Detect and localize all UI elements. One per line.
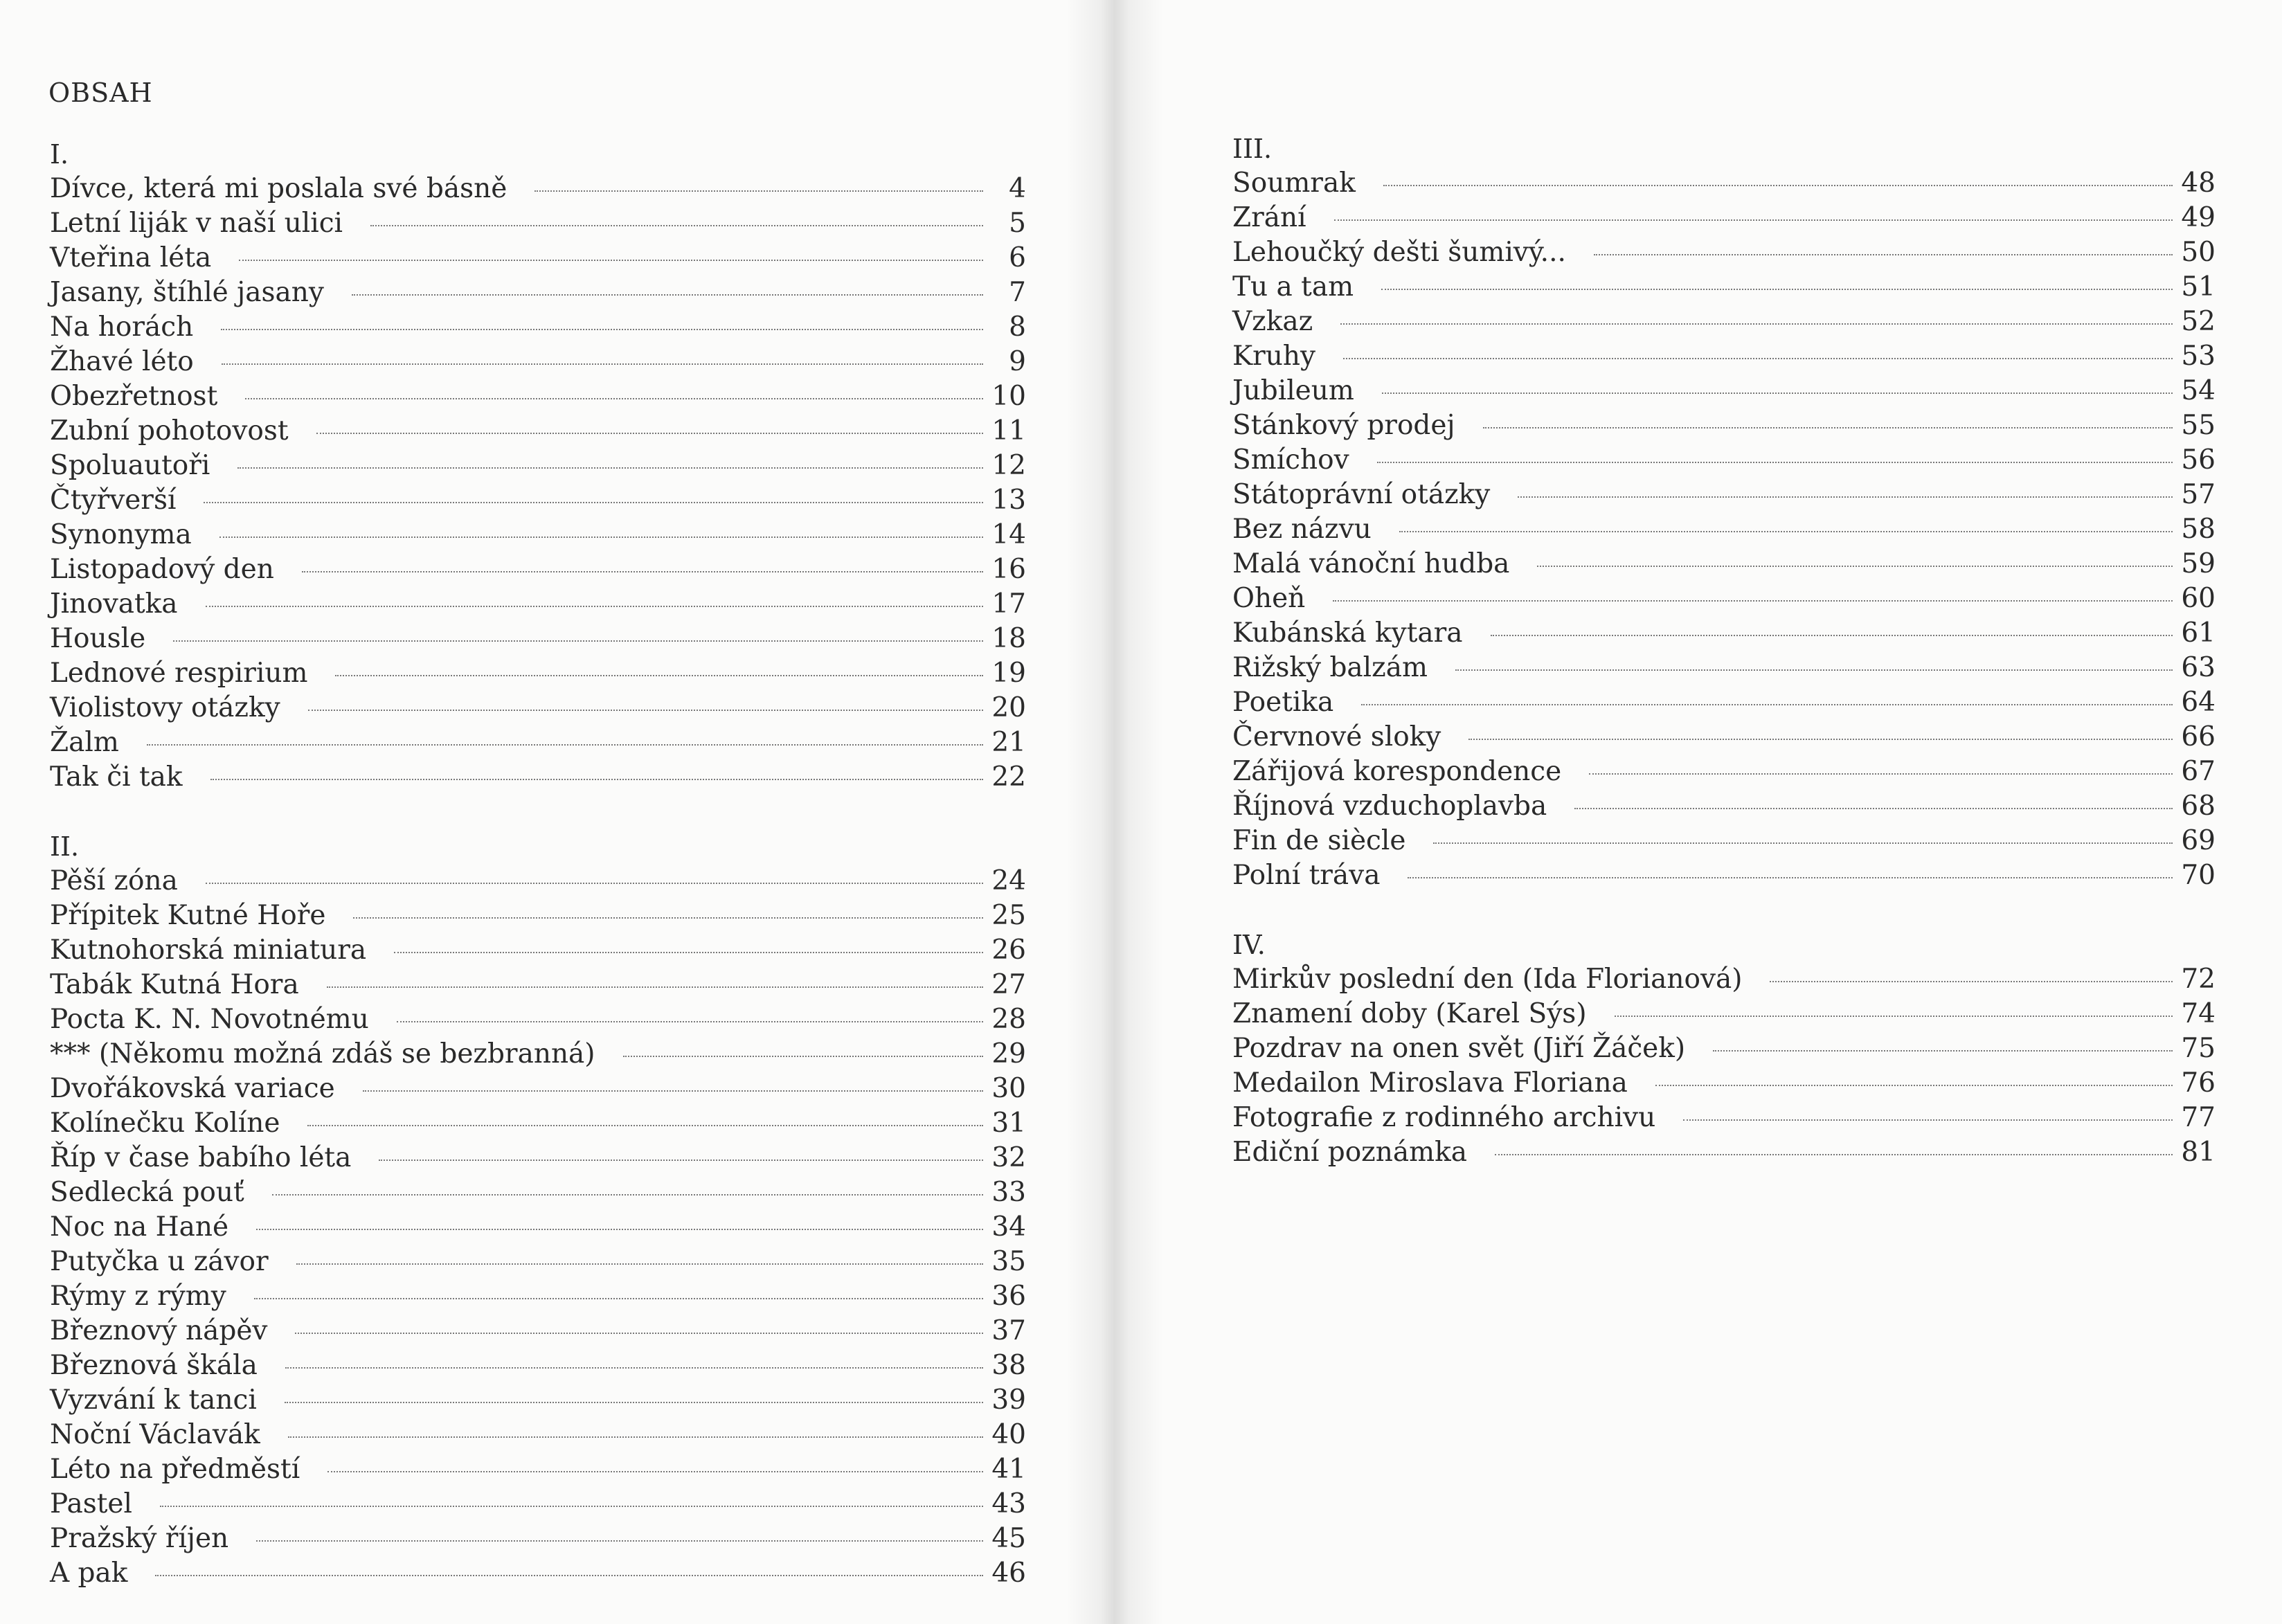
toc-entry [1232, 1101, 2216, 1135]
entry-page-number: 33 [991, 1177, 1026, 1208]
dot-leader [327, 1471, 983, 1472]
entry-page-number: 35 [991, 1246, 1026, 1277]
entry-title: Kolínečku Kolíne [50, 1108, 280, 1139]
entry-page-number: 34 [991, 1211, 1026, 1243]
toc-entry [1232, 1135, 2216, 1170]
entry-page-number: 27 [991, 969, 1026, 1000]
dot-leader [219, 536, 983, 538]
entry-title: Poetika [1232, 687, 1334, 718]
entry-title: Znamení doby (Karel Sýs) [1232, 998, 1587, 1029]
toc-entry [1232, 270, 2216, 305]
entry-page-number: 60 [2181, 583, 2216, 614]
entry-title: Obezřetnost [50, 381, 218, 412]
dot-leader [335, 675, 983, 676]
book-gutter [1066, 0, 1163, 1624]
toc-entry [1232, 685, 2216, 720]
dot-leader [352, 294, 983, 296]
entry-page-number: 29 [991, 1038, 1026, 1070]
toc-entry [50, 1348, 1026, 1383]
entry-page-number: 53 [2181, 341, 2216, 372]
dot-leader [222, 363, 983, 365]
section-number: III. [1232, 134, 1273, 164]
toc-entry [50, 1418, 1026, 1452]
toc-entry [1232, 201, 2216, 235]
entry-page-number: 40 [991, 1419, 1026, 1450]
dot-leader [1377, 462, 2173, 463]
entry-page-number: 36 [991, 1281, 1026, 1312]
entry-page-number: 12 [991, 450, 1026, 481]
entry-page-number: 25 [991, 900, 1026, 931]
toc-entry [50, 1175, 1026, 1210]
entry-title: Dívce, která mi poslala své básně [50, 173, 507, 204]
entry-title: Jubileum [1232, 375, 1354, 406]
entry-page-number: 10 [991, 381, 1026, 412]
dot-leader [1340, 323, 2173, 325]
toc-entry [50, 1556, 1026, 1591]
entry-title: Fin de siècle [1232, 825, 1406, 856]
entry-title: Žhavé léto [50, 346, 194, 377]
entry-title: Zubní pohotovost [50, 415, 289, 446]
toc-entry [50, 587, 1026, 622]
toc-entry [1232, 478, 2216, 512]
toc-entry [1232, 858, 2216, 893]
entry-page-number: 58 [2181, 514, 2216, 545]
entry-page-number: 48 [2181, 168, 2216, 199]
dot-leader [394, 952, 983, 953]
dot-leader [254, 1298, 983, 1299]
section-number: I. [50, 139, 69, 170]
toc-entry [50, 483, 1026, 518]
toc-section-3 [1232, 132, 2216, 893]
entry-page-number: 14 [991, 519, 1026, 550]
entry-title: Bez názvu [1232, 514, 1372, 545]
entry-title: Noc na Hané [50, 1211, 229, 1243]
dot-leader [1381, 289, 2173, 290]
dot-leader [1334, 219, 2173, 221]
entry-page-number: 57 [2181, 479, 2216, 510]
entry-title: Pastel [50, 1488, 132, 1519]
dot-leader [239, 260, 983, 261]
entry-page-number: 24 [991, 865, 1026, 896]
entry-title: Vzkaz [1232, 306, 1313, 337]
toc-section-2 [50, 829, 1026, 1591]
entry-page-number: 31 [991, 1108, 1026, 1139]
entry-page-number: 22 [991, 761, 1026, 793]
entry-title: Kutnohorská miniatura [50, 935, 367, 966]
dot-leader [296, 1263, 983, 1265]
entry-title: Rýmy z rýmy [50, 1281, 226, 1312]
entry-title: Pozdrav na onen svět (Jiří Žáček) [1232, 1033, 1686, 1064]
toc-entry [50, 656, 1026, 691]
toc-entry [50, 449, 1026, 483]
entry-title: Tabák Kutná Hora [50, 969, 299, 1000]
entry-page-number: 45 [991, 1523, 1026, 1554]
dot-leader [1491, 635, 2173, 636]
entry-title: Tu a tam [1232, 271, 1354, 303]
section-number: II. [50, 831, 80, 862]
toc-entry [50, 552, 1026, 587]
toc-entry [1232, 824, 2216, 858]
toc-entry [50, 864, 1026, 899]
dot-leader [147, 744, 983, 746]
entry-title: Housle [50, 623, 146, 654]
dot-leader [237, 467, 983, 469]
entry-page-number: 17 [991, 588, 1026, 620]
toc-entry [50, 1522, 1026, 1556]
toc-entry [50, 691, 1026, 725]
dot-leader [307, 1125, 983, 1126]
entry-page-number: 5 [1009, 208, 1026, 239]
dot-leader [1382, 393, 2173, 394]
entry-title: Říjnová vzduchoplavba [1232, 791, 1547, 822]
toc-column-left [50, 137, 1026, 1591]
entry-page-number: 18 [991, 623, 1026, 654]
dot-leader [1455, 669, 2173, 671]
entry-title: Na horách [50, 312, 194, 343]
dot-leader [363, 1090, 983, 1092]
toc-entry [1232, 755, 2216, 789]
entry-title: Říp v čase babího léta [50, 1142, 352, 1173]
entry-page-number: 21 [991, 727, 1026, 758]
entry-title: Pražský říjen [50, 1523, 229, 1554]
entry-page-number: 30 [991, 1073, 1026, 1104]
dot-leader [1770, 981, 2173, 982]
toc-entry [1232, 166, 2216, 201]
entry-page-number: 28 [991, 1004, 1026, 1035]
toc-entry [50, 172, 1026, 206]
dot-leader [256, 1540, 983, 1542]
entry-title: Kruhy [1232, 341, 1316, 372]
entry-page-number: 56 [2181, 444, 2216, 476]
dot-leader [1361, 704, 2173, 705]
dot-leader [272, 1194, 983, 1196]
dot-leader [1574, 808, 2173, 809]
entry-page-number: 4 [1009, 173, 1026, 204]
dot-leader [210, 779, 983, 780]
toc-entry [1232, 720, 2216, 755]
entry-page-number: 54 [2181, 375, 2216, 406]
entry-title: Fotografie z rodinného archivu [1232, 1102, 1656, 1133]
dot-leader [379, 1160, 983, 1161]
toc-entry [50, 206, 1026, 241]
dot-leader [155, 1575, 983, 1576]
toc-entry [1232, 512, 2216, 547]
entry-title: Léto na předměstí [50, 1454, 300, 1485]
entry-title: Červnové sloky [1232, 721, 1441, 752]
toc-entry [50, 933, 1026, 968]
dot-leader [288, 1436, 983, 1438]
dot-leader [256, 1229, 983, 1230]
entry-title: Letní liják v naší ulici [50, 208, 343, 239]
entry-page-number: 7 [1009, 277, 1026, 308]
toc-entry [50, 276, 1026, 310]
dot-leader [173, 640, 983, 642]
entry-page-number: 52 [2181, 306, 2216, 337]
entry-page-number: 68 [2181, 791, 2216, 822]
toc-entry [1232, 651, 2216, 685]
dot-leader [1495, 1154, 2173, 1155]
entry-page-number: 55 [2181, 410, 2216, 441]
dot-leader [1483, 427, 2173, 428]
entry-page-number: 64 [2181, 687, 2216, 718]
toc-entry [50, 725, 1026, 760]
entry-title: Stánkový prodej [1232, 410, 1455, 441]
toc-entry [50, 760, 1026, 795]
dot-leader [1468, 739, 2173, 740]
dot-leader [1399, 531, 2173, 532]
entry-title: Putyčka u závor [50, 1246, 269, 1277]
toc-entry [50, 1314, 1026, 1348]
entry-page-number: 32 [991, 1142, 1026, 1173]
entry-title: Synonyma [50, 519, 192, 550]
entry-title: Dvořákovská variace [50, 1073, 335, 1104]
entry-title: Zářijová korespondence [1232, 756, 1562, 787]
dot-leader [1433, 842, 2173, 844]
toc-entry [50, 622, 1026, 656]
entry-title: Smíchov [1232, 444, 1349, 476]
toc-entry [50, 1037, 1026, 1072]
toc-entry [50, 1141, 1026, 1175]
dot-leader [308, 710, 983, 711]
entry-title: Listopadový den [50, 554, 274, 585]
entry-page-number: 38 [991, 1350, 1026, 1381]
entry-title: Sedlecká pouť [50, 1177, 244, 1208]
entry-title: Rižský balzám [1232, 652, 1428, 683]
entry-page-number: 67 [2181, 756, 2216, 787]
entry-title: Oheň [1232, 583, 1306, 614]
entry-page-number: 16 [991, 554, 1026, 585]
entry-title: Lehoučký dešti šumivý... [1232, 237, 1566, 268]
dot-leader [1343, 358, 2173, 359]
toc-entry [50, 1210, 1026, 1245]
entry-page-number: 51 [2181, 271, 2216, 303]
dot-leader [206, 606, 983, 607]
toc-entry [50, 518, 1026, 552]
dot-leader [1518, 496, 2173, 498]
entry-page-number: 37 [991, 1315, 1026, 1346]
toc-entry [50, 241, 1026, 276]
entry-page-number: 74 [2181, 998, 2216, 1029]
entry-title: A pak [50, 1558, 128, 1589]
dot-leader [1713, 1050, 2173, 1052]
toc-entry [50, 1002, 1026, 1037]
entry-title: *** (Někomu možná zdáš se bezbranná) [50, 1038, 595, 1070]
entry-title: Pocta K. N. Novotnému [50, 1004, 369, 1035]
toc-entry [50, 1279, 1026, 1314]
entry-page-number: 39 [991, 1384, 1026, 1416]
entry-page-number: 50 [2181, 237, 2216, 268]
dot-leader [397, 1021, 983, 1022]
toc-section-1 [50, 137, 1026, 795]
dot-leader [1589, 773, 2173, 775]
dot-leader [353, 917, 983, 919]
entry-page-number: 75 [2181, 1033, 2216, 1064]
dot-leader [1594, 254, 2173, 255]
entry-page-number: 8 [1009, 312, 1026, 343]
entry-page-number: 77 [2181, 1102, 2216, 1133]
dot-leader [370, 225, 983, 226]
dot-leader [160, 1506, 983, 1507]
toc-entry [1232, 339, 2216, 374]
section-number: IV. [1232, 930, 1266, 960]
dot-leader [534, 190, 983, 192]
dot-leader [221, 329, 983, 330]
dot-leader [1615, 1016, 2173, 1017]
entry-title: Čtyřverší [50, 485, 177, 516]
entry-title: Polní tráva [1232, 860, 1381, 891]
entry-page-number: 46 [991, 1558, 1026, 1589]
toc-entry [50, 1487, 1026, 1522]
entry-page-number: 26 [991, 935, 1026, 966]
toc-entry [50, 1383, 1026, 1418]
entry-page-number: 66 [2181, 721, 2216, 752]
entry-page-number: 69 [2181, 825, 2216, 856]
toc-entry [50, 1072, 1026, 1106]
toc-entry [50, 899, 1026, 933]
entry-title: Přípitek Kutné Hoře [50, 900, 326, 931]
entry-title: Lednové respirium [50, 658, 308, 689]
toc-column-right [1232, 132, 2216, 1170]
entry-title: Violistovy otázky [50, 692, 280, 723]
toc-entry [50, 1245, 1026, 1279]
entry-page-number: 76 [2181, 1067, 2216, 1099]
dot-leader [1408, 877, 2173, 878]
entry-title: Státoprávní otázky [1232, 479, 1491, 510]
entry-page-number: 63 [2181, 652, 2216, 683]
toc-entry [1232, 1066, 2216, 1101]
toc-entry [1232, 408, 2216, 443]
toc-entry [50, 345, 1026, 379]
dot-leader [1655, 1085, 2173, 1086]
entry-title: Zrání [1232, 202, 1306, 233]
entry-title: Vyzvání k tanci [50, 1384, 257, 1416]
entry-page-number: 19 [991, 658, 1026, 689]
toc-entry [1232, 443, 2216, 478]
toc-entry [1232, 1031, 2216, 1066]
toc-heading: OBSAH [48, 78, 153, 108]
dot-leader [1383, 185, 2173, 186]
entry-page-number: 13 [991, 485, 1026, 516]
toc-entry [1232, 581, 2216, 616]
dot-leader [327, 986, 983, 988]
dot-leader [245, 398, 983, 399]
toc-entry [1232, 305, 2216, 339]
entry-page-number: 41 [991, 1454, 1026, 1485]
dot-leader [316, 433, 983, 434]
entry-page-number: 11 [991, 415, 1026, 446]
dot-leader [295, 1333, 983, 1334]
dot-leader [204, 502, 983, 503]
dot-leader [1537, 566, 2173, 567]
toc-entry [50, 968, 1026, 1002]
entry-title: Ediční poznámka [1232, 1137, 1467, 1168]
entry-title: Spoluautoři [50, 450, 210, 481]
entry-page-number: 6 [1009, 242, 1026, 273]
entry-title: Mirkův poslední den (Ida Florianová) [1232, 964, 1743, 995]
toc-entry [50, 379, 1026, 414]
entry-title: Pěší zóna [50, 865, 178, 896]
entry-page-number: 20 [991, 692, 1026, 723]
entry-title: Vteřina léta [50, 242, 212, 273]
dot-leader [285, 1402, 983, 1403]
entry-title: Jasany, štíhlé jasany [50, 277, 324, 308]
entry-page-number: 81 [2181, 1137, 2216, 1168]
toc-entry [50, 1106, 1026, 1141]
entry-title: Medailon Miroslava Floriana [1232, 1067, 1628, 1099]
toc-entry [1232, 616, 2216, 651]
entry-title: Tak či tak [50, 761, 183, 793]
toc-entry [50, 310, 1026, 345]
toc-entry [1232, 374, 2216, 408]
dot-leader [285, 1367, 983, 1369]
toc-entry [1232, 962, 2216, 997]
dot-leader [1333, 600, 2173, 602]
entry-page-number: 43 [991, 1488, 1026, 1519]
entry-page-number: 9 [1009, 346, 1026, 377]
entry-title: Kubánská kytara [1232, 617, 1463, 649]
entry-title: Noční Václavák [50, 1419, 260, 1450]
entry-page-number: 59 [2181, 548, 2216, 579]
dot-leader [302, 571, 983, 572]
toc-entry [50, 414, 1026, 449]
entry-title: Jinovatka [50, 588, 178, 620]
toc-entry [1232, 789, 2216, 824]
toc-section-4 [1232, 928, 2216, 1170]
dot-leader [623, 1056, 983, 1057]
dot-leader [1683, 1119, 2173, 1121]
toc-entry [50, 1452, 1026, 1487]
entry-title: Soumrak [1232, 168, 1356, 199]
entry-page-number: 70 [2181, 860, 2216, 891]
toc-entry [1232, 235, 2216, 270]
entry-page-number: 61 [2181, 617, 2216, 649]
toc-entry [1232, 997, 2216, 1031]
dot-leader [206, 883, 983, 884]
entry-title: Malá vánoční hudba [1232, 548, 1510, 579]
entry-page-number: 49 [2181, 202, 2216, 233]
entry-title: Žalm [50, 727, 119, 758]
entry-title: Březnový nápěv [50, 1315, 268, 1346]
entry-page-number: 72 [2181, 964, 2216, 995]
toc-entry [1232, 547, 2216, 581]
entry-title: Březnová škála [50, 1350, 258, 1381]
